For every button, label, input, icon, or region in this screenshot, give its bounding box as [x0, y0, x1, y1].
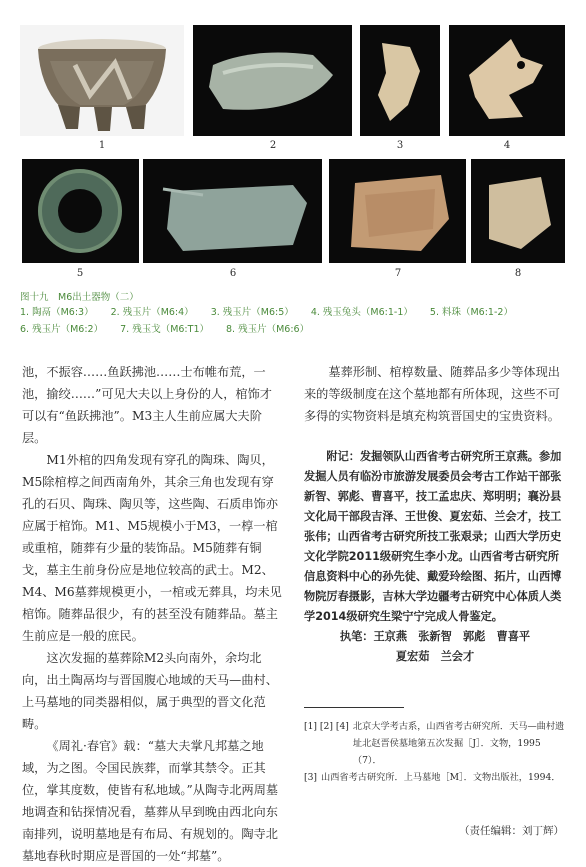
acknowledgement-notes — [304, 447, 566, 627]
photo-number: 3 — [396, 140, 404, 151]
editor-credit: （责任编辑：刘丁辉） — [459, 825, 564, 837]
photo-1 — [20, 25, 184, 136]
caption-item: 3. 残玉片（M6:5） — [210, 307, 294, 318]
photo-number: 1 — [98, 140, 106, 151]
pottery-li-tripod-icon — [20, 25, 184, 136]
body-paragraph: 这次发掘的墓葬除M2头向南外，余均北向，出土陶鬲均与晋国腹心地域的天马—曲村、上马墓地的同类器相似，属于典型的晋文化范畴。 — [22, 651, 278, 731]
reference-item — [304, 769, 566, 786]
photo-5 — [22, 159, 139, 263]
right-column — [304, 361, 566, 667]
photo-6 — [143, 159, 322, 263]
reference-number: [3] — [304, 772, 318, 783]
authors-line: 夏宏茹 兰会才 — [395, 650, 475, 663]
caption-item: 7. 残玉戈（M6:T1） — [120, 324, 209, 335]
photo-number: 6 — [229, 268, 237, 279]
photo-number: 5 — [76, 268, 84, 279]
reference-text: 山西省考古研究所．上马墓地［M］．文物出版社，1994． — [321, 772, 561, 783]
photo-number: 4 — [503, 140, 511, 151]
body-paragraph: M1外棺的四角发现有穿孔的陶珠、陶贝，M5除棺椁之间西南角外，其余三角也发现有穿孔的石贝、陶珠、陶贝等，这些陶、石质串饰亦应属于棺饰。M1、M5规模小于M3，一椁一棺或重棺，随葬有少量的装饰品。M5随葬有铜戈，墓主生前身份应是地位较高的武士。M2、M4、M6墓葬规模更小，一棺或无葬具，均未见棺饰。随葬品很少，有的甚至没有随葬品。墓主生前应是一般的庶民。 — [22, 453, 282, 643]
photo-number: 7 — [394, 268, 402, 279]
body-paragraph: 池，不振容……鱼跃拂池……士布帷布荒，一池，揄绞……”可见大夫以上身份的人，棺饰才可以有“鱼跃拂池”。M3主人生前应属大夫阶层。 — [22, 365, 272, 445]
jade-rabbit-head-icon — [449, 25, 565, 136]
caption-item: 8. 残玉片（M6:6） — [226, 324, 310, 335]
reference-text: 北京大学考古系，山西省考古研究所．天马—曲村遗址北赵晋侯墓地第五次发掘［J］．文物，1995（7）． — [352, 721, 565, 766]
references — [304, 718, 566, 786]
photo-4 — [449, 25, 565, 136]
photo-number: 2 — [269, 140, 277, 151]
photo-number: 8 — [514, 268, 522, 279]
jade-fragment-icon — [360, 25, 440, 136]
body-paragraph: 墓葬形制、棺椁数量、随葬品多少等体现出来的等级制度在这个墓地都有所体现，这些不可多得的实物资料是填充构筑晋国史的宝贵资料。 — [304, 365, 560, 423]
jade-ge-fragment-icon — [329, 159, 466, 263]
left-column — [22, 361, 284, 867]
caption-item: 1. 陶鬲（M6:3） — [20, 307, 94, 318]
reference-item — [304, 718, 566, 769]
jade-fragment-icon — [143, 159, 322, 263]
authors-line: 执笔：王京燕 张新智 郭彪 曹喜平 — [339, 630, 531, 643]
jade-fragment-icon — [471, 159, 565, 263]
figure-caption-items — [20, 304, 568, 338]
caption-item: 5. 料珠（M6:1-2） — [429, 307, 513, 318]
jade-fragment-icon — [193, 25, 352, 136]
caption-item: 6. 残玉片（M6:2） — [20, 324, 104, 335]
notes-paragraph: 附记：发掘领队山西省考古研究所王京燕。参加发掘人员有临汾市旅游发展委员会考古工作站干部张新智、郭彪、曹喜平，技工孟忠庆、郑明明；襄汾县文化局干部段吉泽、王世俊、夏宏茹、兰会才，技工张伟；山西省考古研究所技工张艰录；山西大学历史文化学院2011级研究生李小龙。山西省考古研究所信息资料中心的孙先徒、戴爱玲绘图、拓片，山西博物院厉春摄影，吉林大学边疆考古研究中心体质人类学2014级研究生梁宁宁完成人骨鉴定。 — [304, 450, 562, 623]
footnote-divider — [304, 707, 404, 708]
photo-2 — [193, 25, 352, 136]
photo-7 — [329, 159, 466, 263]
caption-item: 4. 残玉兔头（M6:1-1） — [310, 307, 413, 318]
body-paragraph: 《周礼·春官》载：“墓大夫掌凡邦墓之地域，为之图。令国民族葬，而掌其禁令。正其位，掌其度数，使皆有私地域。”从陶寺北两周墓地调查和钻探情况看，墓葬从早到晚由西北向东南排列，说明墓地是有布局、有规划的。陶寺北墓地春秋时期应是晋国的一处“邦墓”。 — [22, 739, 279, 863]
caption-item: 2. 残玉片（M6:4） — [110, 307, 194, 318]
photo-3 — [360, 25, 440, 136]
reference-number: [1] [2] [4] — [304, 721, 349, 732]
bronze-ring-bead-icon — [22, 159, 139, 263]
figure-caption-title: 图十九 M6出土器物（二） — [20, 292, 139, 303]
photo-8 — [471, 159, 565, 263]
